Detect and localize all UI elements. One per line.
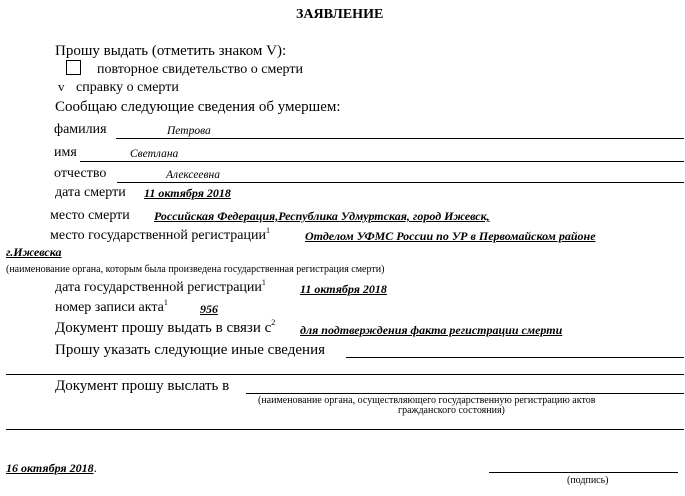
send-to-note-1: (наименование органа, осуществляющего государственную регистрацию актов xyxy=(258,395,596,406)
other-info-line-2 xyxy=(6,374,684,375)
reissue-certificate-checkbox[interactable] xyxy=(66,60,81,75)
registration-place-note: (наименование органа, которым была произведена государственная регистрация смерти) xyxy=(6,264,385,275)
registration-place-label: место государственной регистрации$^1$ xyxy=(50,226,270,243)
registration-date-value: 11 октября 2018 xyxy=(300,282,387,296)
request-intro: Прошу выдать (отметить знаком V): xyxy=(55,43,287,59)
patronymic-line xyxy=(117,182,684,183)
name-line xyxy=(80,161,684,162)
death-certificate-mark[interactable]: v xyxy=(58,79,65,94)
record-number-value: 956 xyxy=(200,302,218,316)
death-place-value: Российская Федерация,Республика Удмуртская, город Ижевск, xyxy=(154,209,490,223)
signature-line xyxy=(489,472,678,473)
patronymic-label: отчество xyxy=(54,166,107,181)
death-date-value: 11 октября 2018 xyxy=(144,186,231,200)
registration-place-value: Отделом УФМС России по УР в Первомайском районе xyxy=(305,229,596,243)
send-to-line xyxy=(246,393,684,394)
reissue-certificate-label: повторное свидетельство о смерти xyxy=(97,62,303,77)
registration-place-value-continued: г.Ижевска xyxy=(6,245,62,259)
send-to-note-2: гражданского состояния) xyxy=(398,405,505,416)
send-to-label: Документ прошу выслать в xyxy=(55,378,230,394)
patronymic-value: Алексеевна xyxy=(166,169,220,181)
document-title: ЗАЯВЛЕНИЕ xyxy=(296,7,384,22)
surname-value: Петрова xyxy=(167,125,211,137)
application-date: 16 октября 2018. xyxy=(6,460,97,475)
other-info-line xyxy=(346,357,684,358)
death-date-label: дата смерти xyxy=(55,185,126,200)
signature-note: (подпись) xyxy=(567,475,609,486)
send-to-line-2 xyxy=(6,429,684,430)
death-place-label: место смерти xyxy=(50,208,130,223)
info-intro: Сообщаю следующие сведения об умершем: xyxy=(55,99,341,115)
surname-label: фамилия xyxy=(54,122,107,137)
death-certificate-label: справку о смерти xyxy=(76,80,179,95)
surname-line xyxy=(116,138,684,139)
record-number-label: номер записи акта$^1$ xyxy=(55,298,168,315)
purpose-value: для подтверждения факта регистрации смерти xyxy=(300,323,563,337)
other-info-label: Прошу указать следующие иные сведения xyxy=(55,342,326,358)
registration-date-label: дата государственной регистрации$^1$ xyxy=(55,278,266,295)
purpose-label: Документ прошу выдать в связи $с^2$ xyxy=(55,318,276,336)
name-value: Светлана xyxy=(130,148,179,160)
name-label: имя xyxy=(54,145,77,160)
